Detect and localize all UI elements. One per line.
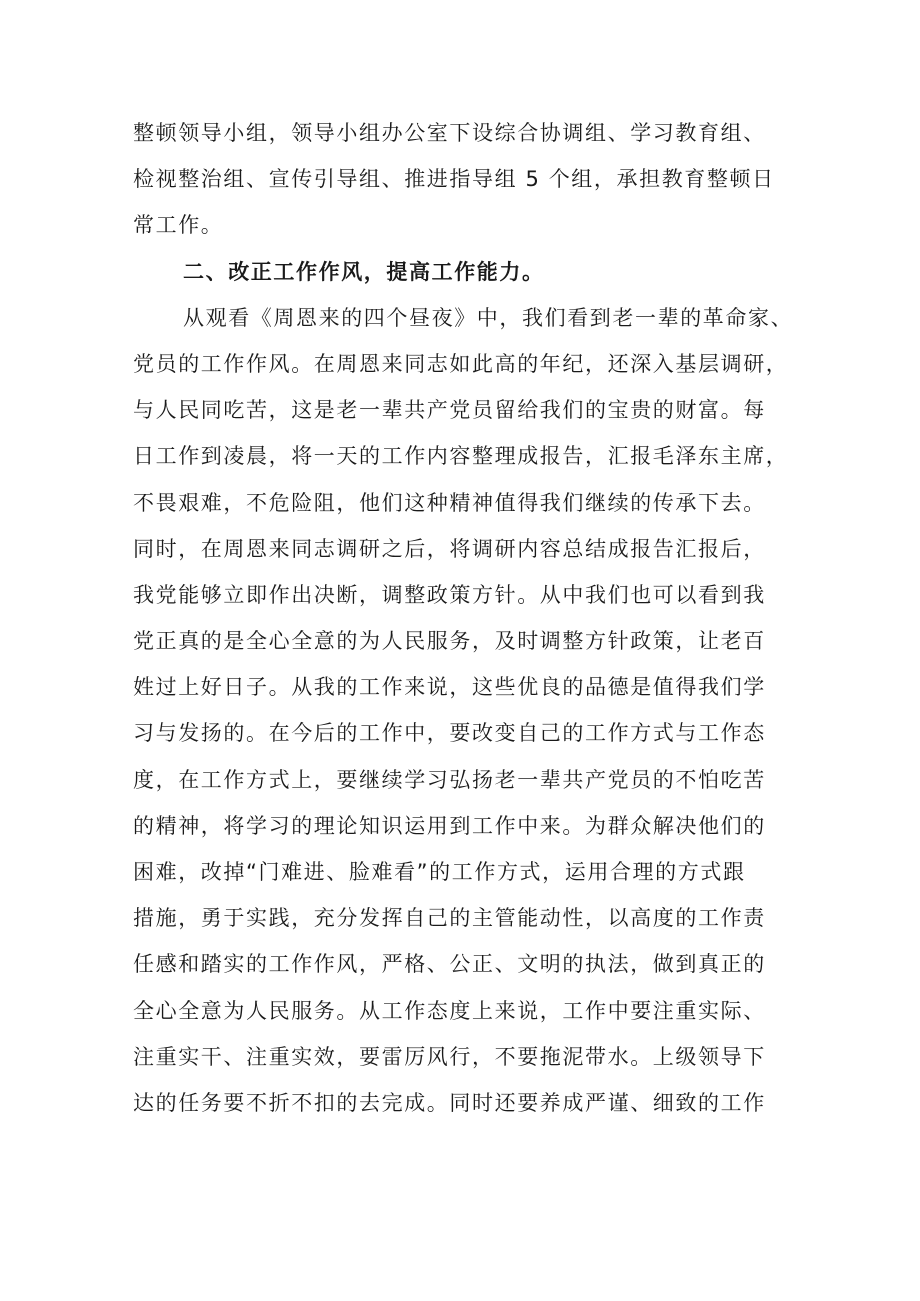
- text-line: 日工作到凌晨，将一天的工作内容整理成报告，汇报毛泽东主席，: [133, 444, 789, 469]
- text-line: 党正真的是全心全意的为人民服务，及时调整方针政策，让老百: [133, 629, 766, 654]
- text-line: 措施，勇于实践，充分发挥自己的主管能动性，以高度的工作责: [133, 906, 766, 931]
- text-line: 习与发扬的。在今后的工作中，要改变自己的工作方式与工作态: [133, 721, 766, 746]
- text-line: 不畏艰难，不危险阻，他们这种精神值得我们继续的传承下去。: [133, 490, 766, 515]
- text-line: 全心全意为人民服务。从工作态度上来说，工作中要注重实际、: [133, 998, 766, 1023]
- body-text: [133, 110, 793, 1126]
- text-line: 任感和踏实的工作作风，严格、公正、文明的执法，做到真正的: [133, 952, 766, 977]
- text-line: 整顿领导小组，领导小组办公室下设综合协调组、学习教育组、: [133, 121, 766, 145]
- text-line: 党员的工作作风。在周恩来同志如此高的年纪，还深入基层调研，: [133, 351, 789, 376]
- text-line: 我党能够立即作出决断，调整政策方针。从中我们也可以看到我: [133, 582, 766, 607]
- text-line: 注重实干、注重实效，要雷厉风行，不要拖泥带水。上级领导下: [133, 1044, 766, 1069]
- text-line: 的精神，将学习的理论知识运用到工作中来。为群众解决他们的: [133, 813, 766, 838]
- text-line: 姓过上好日子。从我的工作来说，这些优良的品德是值得我们学: [133, 675, 766, 700]
- text-line: 度，在工作方式上，要继续学习弘扬老一辈共产党员的不怕吃苦: [133, 767, 766, 792]
- section-heading: 二、改正工作作风，提高工作能力。: [183, 259, 545, 284]
- text-line: 同时，在周恩来同志调研之后，将调研内容总结成报告汇报后，: [133, 536, 766, 561]
- text-line: 困难，改掉“门难进、脸难看”的工作方式，运用合理的方式跟: [133, 860, 746, 884]
- text-line: 与人民同吃苦，这是老一辈共产党员留给我们的宝贵的财富。每: [133, 398, 766, 423]
- text-line: 常工作。: [133, 213, 224, 238]
- text-line: 检视整治组、宣传引导组、推进指导组 5 个组，承担教育整顿日: [133, 167, 775, 192]
- paragraph-first-line: 从观看《周恩来的四个昼夜》中，我们看到老一辈的革命家、: [183, 305, 794, 330]
- text-line: 达的任务要不折不扣的去完成。同时还要养成严谨、细致的工作: [133, 1090, 766, 1115]
